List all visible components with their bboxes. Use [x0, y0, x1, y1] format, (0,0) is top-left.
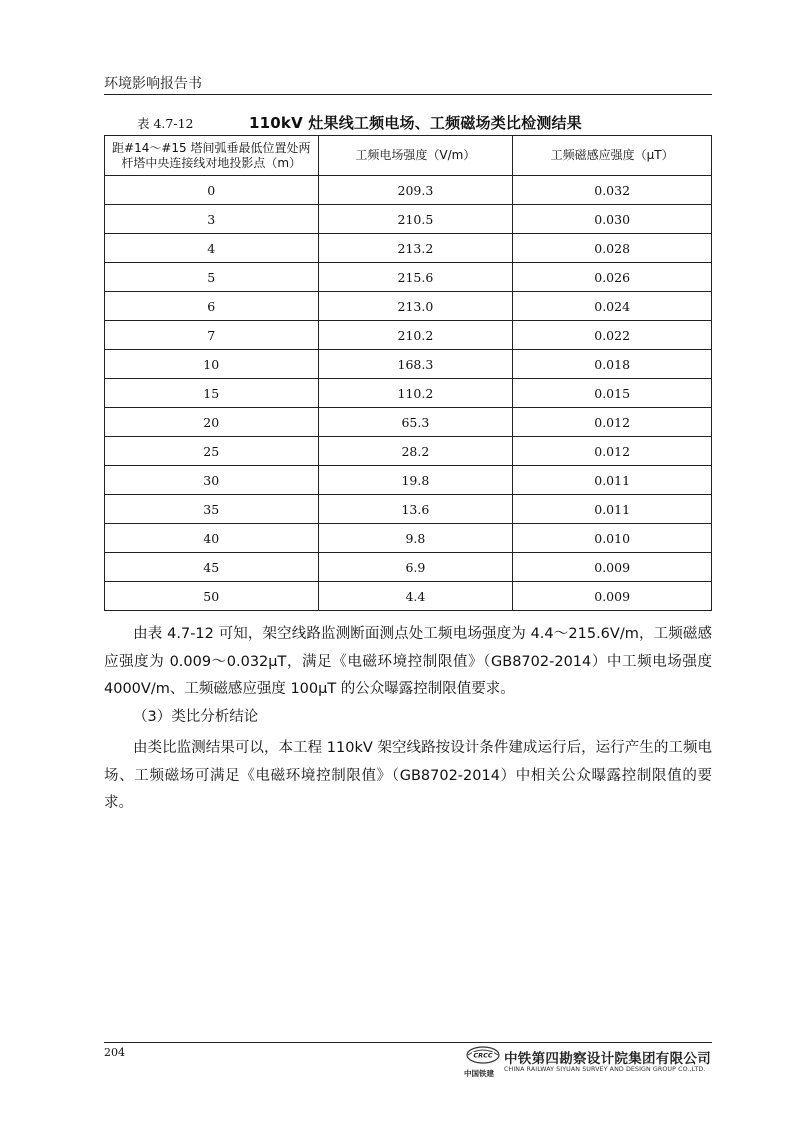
cell-magnetic-induction: 0.012 [513, 408, 712, 437]
cell-distance: 10 [105, 350, 319, 379]
table-row [105, 379, 712, 408]
cell-electric-field: 209.3 [318, 176, 513, 205]
cell-electric-field: 28.2 [318, 437, 513, 466]
cell-distance: 20 [105, 408, 319, 437]
cell-distance: 35 [105, 495, 319, 524]
conclusion-paragraph-text: 由类比监测结果可以，本工程 110kV 架空线路按设计条件建成运行后，运行产生的工频电场、工频磁场可满足《电磁环境控制限值》（GB8702-2014）中相关公众曝露控制限值的要求。 [104, 740, 712, 811]
cell-distance: 45 [105, 553, 319, 582]
measurement-table [104, 135, 712, 611]
cell-electric-field: 6.9 [318, 553, 513, 582]
cell-electric-field: 213.2 [318, 234, 513, 263]
company-name-cn: 中铁第四勘察设计院集团有限公司 [504, 1051, 711, 1067]
result-paragraph [104, 621, 712, 704]
section-subheading [104, 704, 712, 732]
cell-magnetic-induction: 0.018 [513, 350, 712, 379]
table-caption-title: 110kV 灶果线工频电场、工频磁场类比检测结果 [249, 114, 582, 132]
cell-magnetic-induction: 0.009 [513, 582, 712, 611]
cell-magnetic-induction: 0.024 [513, 292, 712, 321]
cell-distance: 4 [105, 234, 319, 263]
conclusion-paragraph [104, 735, 712, 818]
table-row [105, 176, 712, 205]
cell-electric-field: 215.6 [318, 263, 513, 292]
cell-electric-field: 210.5 [318, 205, 513, 234]
table-row [105, 553, 712, 582]
column-header-distance [105, 136, 319, 176]
cell-distance: 5 [105, 263, 319, 292]
section-subheading-text: （3）类比分析结论 [133, 709, 259, 725]
table-row [105, 263, 712, 292]
cell-magnetic-induction: 0.011 [513, 495, 712, 524]
table-row [105, 466, 712, 495]
table-row [105, 582, 712, 611]
cell-electric-field: 110.2 [318, 379, 513, 408]
cell-magnetic-induction: 0.022 [513, 321, 712, 350]
cell-distance: 7 [105, 321, 319, 350]
table-caption [104, 112, 712, 132]
cell-electric-field: 213.0 [318, 292, 513, 321]
cell-distance: 50 [105, 582, 319, 611]
cell-distance: 6 [105, 292, 319, 321]
column-header-distance-line1: 距#14～#15 塔间弧垂最低位置处两 [112, 140, 311, 155]
svg-text:CRCC: CRCC [473, 1051, 493, 1060]
cell-electric-field: 65.3 [318, 408, 513, 437]
cell-distance: 25 [105, 437, 319, 466]
table-row [105, 321, 712, 350]
column-header-electric-field: 工频电场强度（V/m） [318, 136, 513, 176]
table-row [105, 437, 712, 466]
header-divider [104, 94, 712, 95]
document-header-title: 环境影响报告书 [104, 76, 202, 92]
cell-distance: 15 [105, 379, 319, 408]
table-row [105, 350, 712, 379]
cell-electric-field: 13.6 [318, 495, 513, 524]
cell-electric-field: 4.4 [318, 582, 513, 611]
page-number: 204 [104, 1046, 125, 1059]
cell-electric-field: 9.8 [318, 524, 513, 553]
cell-magnetic-induction: 0.010 [513, 524, 712, 553]
table-row [105, 205, 712, 234]
table-body [105, 176, 712, 611]
cell-magnetic-induction: 0.009 [513, 553, 712, 582]
result-paragraph-text: 由表 4.7-12 可知，架空线路监测断面测点处工频电场强度为 4.4～215.6V/m，工频磁感应强度为 0.009～0.032μT，满足《电磁环境控制限值》（GB8702-2014）中工频电场强度 4000V/m、工频磁感应强度 100μT 的公众曝露控制限值要求。 [104, 626, 712, 697]
cell-electric-field: 168.3 [318, 350, 513, 379]
cell-magnetic-induction: 0.012 [513, 437, 712, 466]
cell-distance: 3 [105, 205, 319, 234]
table-header-row [105, 136, 712, 176]
cell-distance: 0 [105, 176, 319, 205]
logo-caption: 中国铁建 [464, 1069, 494, 1078]
cell-magnetic-induction: 0.032 [513, 176, 712, 205]
table-row [105, 292, 712, 321]
table-caption-number: 表 4.7-12 [137, 116, 194, 131]
company-name-en: CHINA RAILWAY SIYUAN SURVEY AND DESIGN GROUP CO.,LTD. [504, 1066, 706, 1073]
cell-electric-field: 19.8 [318, 466, 513, 495]
cell-magnetic-induction: 0.030 [513, 205, 712, 234]
column-header-distance-line2: 杆塔中央连接线对地投影点（m） [121, 155, 302, 170]
table-row [105, 234, 712, 263]
cell-magnetic-induction: 0.011 [513, 466, 712, 495]
table-row [105, 408, 712, 437]
cell-magnetic-induction: 0.026 [513, 263, 712, 292]
table-row [105, 524, 712, 553]
cell-electric-field: 210.2 [318, 321, 513, 350]
column-header-magnetic-induction: 工频磁感应强度（μT） [513, 136, 712, 176]
footer-divider [104, 1042, 712, 1043]
cell-magnetic-induction: 0.015 [513, 379, 712, 408]
table-row [105, 495, 712, 524]
cell-distance: 40 [105, 524, 319, 553]
cell-magnetic-induction: 0.028 [513, 234, 712, 263]
cell-distance: 30 [105, 466, 319, 495]
